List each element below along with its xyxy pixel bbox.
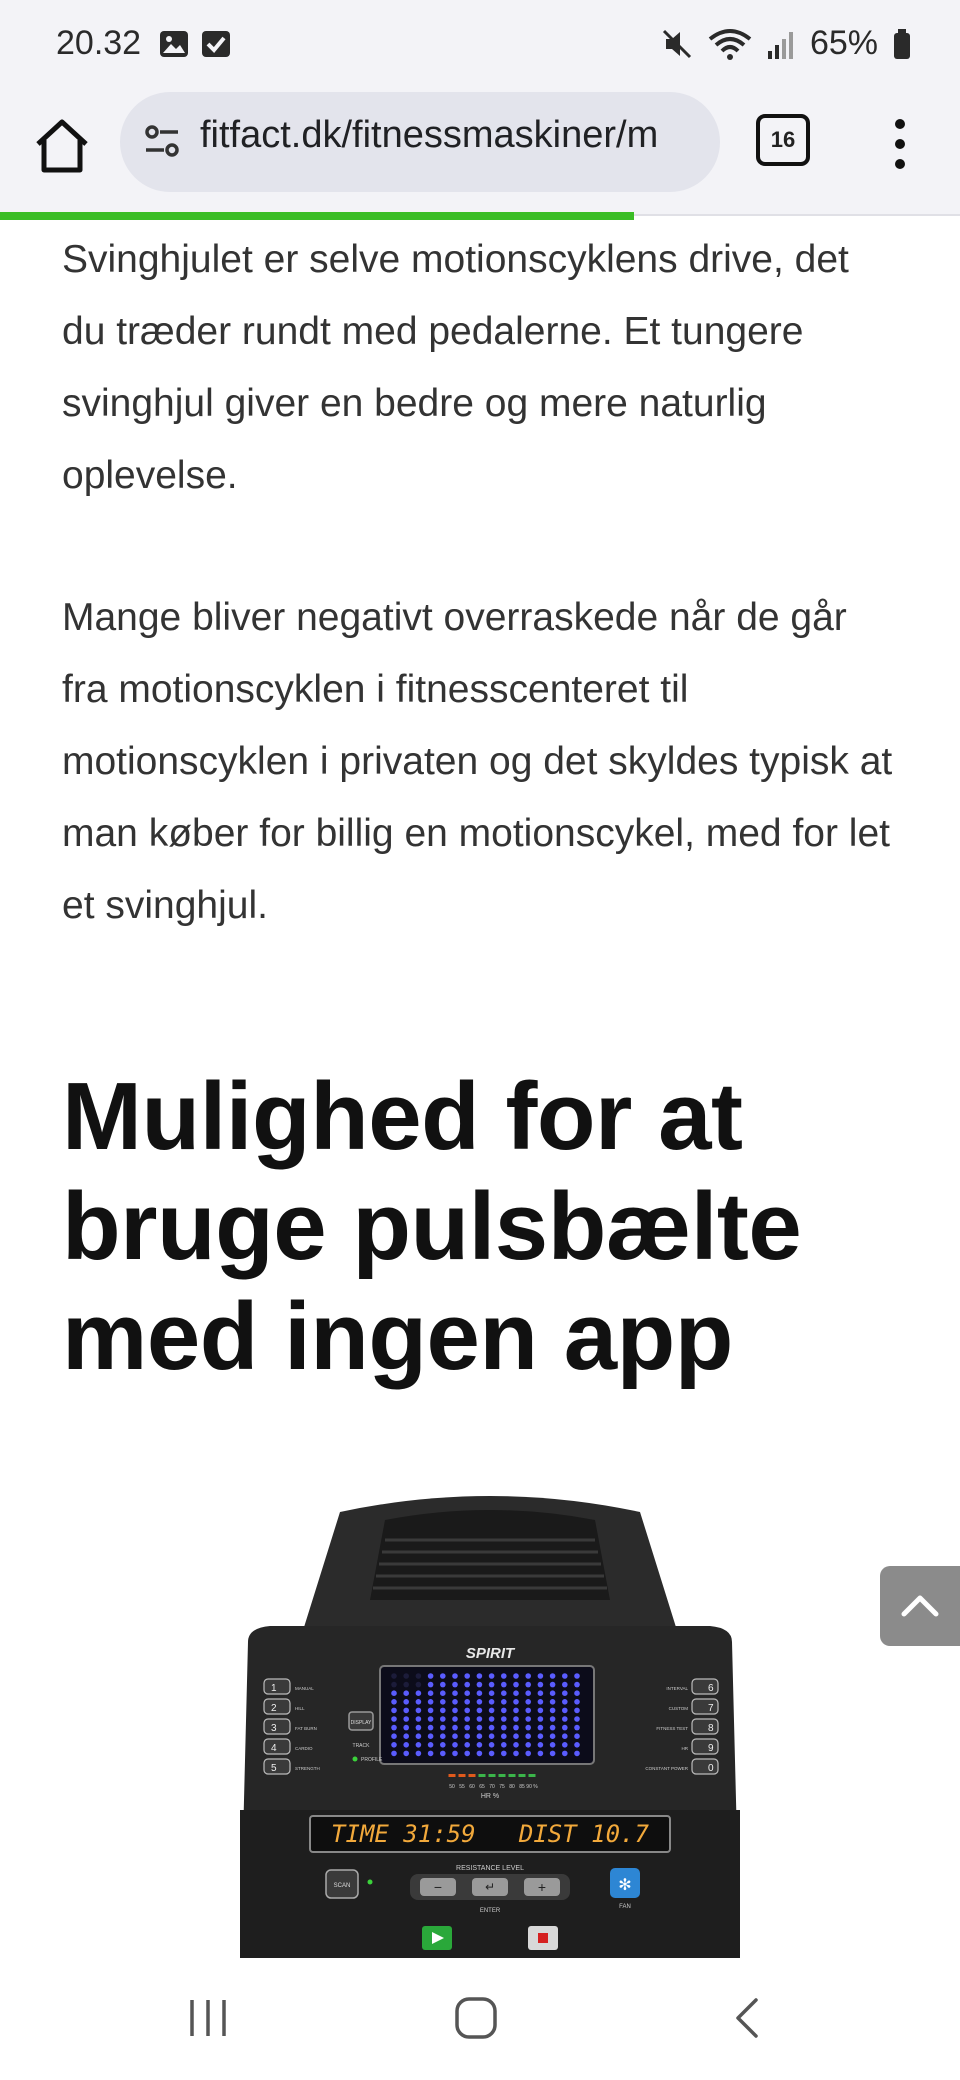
program-label: CUSTOM bbox=[668, 1706, 688, 1711]
matrix-led bbox=[574, 1733, 580, 1739]
article-paragraph: Svinghjulet er selve motionscyklens drive, det du træder rundt med pedalerne. Et tungere svinghjul giver en bedre og mere naturlig oplevelse. bbox=[62, 238, 849, 497]
program-button bbox=[692, 1679, 718, 1694]
matrix-led bbox=[477, 1708, 483, 1714]
chevron-up-icon bbox=[880, 1566, 960, 1646]
article-paragraph: Mange bliver negativt overraskede når de går fra motionscyklen i fitnesscenteret til motionscyklen i privaten og det skyldes typisk at man køber for billig en motionscykel, med for let et svinghjul. bbox=[62, 596, 893, 927]
program-label: FAT BURN bbox=[295, 1726, 317, 1731]
matrix-led bbox=[403, 1733, 409, 1739]
matrix-led bbox=[538, 1690, 544, 1696]
home-icon[interactable] bbox=[30, 114, 94, 178]
matrix-led bbox=[513, 1682, 519, 1688]
program-button bbox=[264, 1759, 290, 1774]
program-button bbox=[692, 1759, 718, 1774]
matrix-led bbox=[428, 1733, 434, 1739]
matrix-led bbox=[464, 1716, 470, 1722]
tune-icon[interactable] bbox=[142, 122, 182, 162]
gallery-icon bbox=[158, 28, 190, 60]
program-button bbox=[264, 1739, 290, 1754]
matrix-led bbox=[538, 1733, 544, 1739]
matrix-led bbox=[477, 1742, 483, 1748]
status-bar bbox=[0, 0, 960, 88]
matrix-led bbox=[550, 1699, 556, 1705]
fan-icon: ✻ bbox=[618, 1877, 632, 1894]
program-label: CONSTANT POWER bbox=[645, 1766, 688, 1771]
matrix-led bbox=[440, 1682, 446, 1688]
matrix-led bbox=[391, 1682, 397, 1688]
plus-icon: + bbox=[537, 1879, 547, 1895]
matrix-led bbox=[391, 1716, 397, 1722]
matrix-led bbox=[391, 1690, 397, 1696]
page-load-progress bbox=[0, 212, 960, 220]
program-label: HR bbox=[681, 1746, 688, 1751]
matrix-led bbox=[391, 1725, 397, 1731]
status-time: 20.32 bbox=[56, 24, 142, 62]
hr-tick-label: 75 bbox=[499, 1784, 505, 1790]
matrix-led bbox=[452, 1673, 458, 1679]
fan-label: FAN bbox=[619, 1904, 631, 1910]
matrix-led bbox=[574, 1690, 580, 1696]
matrix-led bbox=[489, 1716, 495, 1722]
matrix-led bbox=[489, 1733, 495, 1739]
matrix-led bbox=[477, 1716, 483, 1722]
matrix-led bbox=[550, 1725, 556, 1731]
matrix-led bbox=[403, 1716, 409, 1722]
matrix-led bbox=[403, 1673, 409, 1679]
matrix-led bbox=[477, 1751, 483, 1757]
program-number: 9 bbox=[708, 1743, 714, 1754]
matrix-led bbox=[562, 1716, 568, 1722]
matrix-led bbox=[550, 1708, 556, 1714]
matrix-led bbox=[440, 1699, 446, 1705]
hr-tick-label: 70 bbox=[489, 1784, 495, 1790]
matrix-led bbox=[574, 1725, 580, 1731]
console-brand: SPIRIT bbox=[465, 1645, 515, 1662]
matrix-led bbox=[428, 1673, 434, 1679]
matrix-led bbox=[428, 1690, 434, 1696]
matrix-led bbox=[416, 1733, 422, 1739]
matrix-led bbox=[416, 1673, 422, 1679]
matrix-led bbox=[501, 1682, 507, 1688]
matrix-led bbox=[574, 1708, 580, 1714]
matrix-led bbox=[403, 1690, 409, 1696]
matrix-led bbox=[538, 1708, 544, 1714]
program-number: 4 bbox=[271, 1743, 277, 1754]
matrix-led bbox=[550, 1733, 556, 1739]
matrix-led bbox=[440, 1708, 446, 1714]
matrix-led bbox=[416, 1742, 422, 1748]
section-heading: Mulighed for at bruge pulsbælte med ingen app bbox=[62, 1063, 802, 1390]
matrix-led bbox=[440, 1673, 446, 1679]
matrix-led bbox=[538, 1716, 544, 1722]
program-number: 8 bbox=[708, 1723, 714, 1734]
signal-icon bbox=[766, 27, 796, 61]
program-number: 0 bbox=[708, 1763, 714, 1774]
matrix-led bbox=[464, 1751, 470, 1757]
matrix-led bbox=[525, 1699, 531, 1705]
system-nav-bar bbox=[0, 1958, 960, 2080]
profile-led bbox=[353, 1757, 358, 1762]
matrix-led bbox=[489, 1725, 495, 1731]
hr-tick-label: 65 bbox=[479, 1784, 485, 1790]
matrix-led bbox=[562, 1751, 568, 1757]
track-label: TRACK bbox=[352, 1743, 370, 1749]
program-label: INTERVAL bbox=[666, 1686, 688, 1691]
matrix-led bbox=[562, 1699, 568, 1705]
program-label: FITNESS TEST bbox=[656, 1726, 688, 1731]
program-number: 1 bbox=[271, 1683, 277, 1694]
matrix-led bbox=[525, 1682, 531, 1688]
program-number: 3 bbox=[271, 1723, 277, 1734]
matrix-led bbox=[562, 1725, 568, 1731]
hr-led bbox=[459, 1774, 466, 1777]
matrix-led bbox=[440, 1690, 446, 1696]
matrix-led bbox=[513, 1716, 519, 1722]
matrix-led bbox=[525, 1690, 531, 1696]
matrix-led bbox=[489, 1751, 495, 1757]
matrix-led bbox=[525, 1725, 531, 1731]
matrix-led bbox=[391, 1699, 397, 1705]
hr-tick-label: 50 bbox=[449, 1784, 455, 1790]
matrix-led bbox=[464, 1725, 470, 1731]
matrix-led bbox=[452, 1733, 458, 1739]
matrix-led bbox=[525, 1733, 531, 1739]
hr-led bbox=[509, 1774, 516, 1777]
matrix-led bbox=[440, 1725, 446, 1731]
hr-tick-label: 60 bbox=[469, 1784, 475, 1790]
matrix-led bbox=[538, 1751, 544, 1757]
program-number: 2 bbox=[271, 1703, 277, 1714]
matrix-led bbox=[477, 1733, 483, 1739]
matrix-led bbox=[562, 1708, 568, 1714]
matrix-led bbox=[562, 1733, 568, 1739]
matrix-led bbox=[513, 1673, 519, 1679]
matrix-led bbox=[574, 1673, 580, 1679]
matrix-led bbox=[477, 1699, 483, 1705]
matrix-led bbox=[428, 1742, 434, 1748]
hr-led bbox=[529, 1774, 536, 1777]
matrix-led bbox=[477, 1682, 483, 1688]
matrix-led bbox=[416, 1708, 422, 1714]
matrix-led bbox=[538, 1699, 544, 1705]
matrix-led bbox=[452, 1725, 458, 1731]
program-button bbox=[692, 1699, 718, 1714]
program-label: STRENGTH bbox=[295, 1766, 320, 1771]
program-button bbox=[692, 1739, 718, 1754]
matrix-led bbox=[428, 1708, 434, 1714]
matrix-led bbox=[574, 1682, 580, 1688]
matrix-led bbox=[416, 1699, 422, 1705]
matrix-led bbox=[477, 1690, 483, 1696]
matrix-led bbox=[416, 1751, 422, 1757]
matrix-led bbox=[550, 1682, 556, 1688]
matrix-led bbox=[452, 1716, 458, 1722]
matrix-led bbox=[464, 1708, 470, 1714]
hr-led bbox=[479, 1774, 486, 1777]
matrix-led bbox=[452, 1751, 458, 1757]
matrix-led bbox=[513, 1751, 519, 1757]
product-image bbox=[140, 1450, 840, 1958]
matrix-led bbox=[464, 1673, 470, 1679]
matrix-led bbox=[464, 1742, 470, 1748]
page-load-progress-fill bbox=[0, 212, 634, 220]
hr-tick-label: 55 bbox=[459, 1784, 465, 1790]
matrix-led bbox=[440, 1716, 446, 1722]
matrix-led bbox=[538, 1673, 544, 1679]
hr-tick-label: 90 % bbox=[526, 1784, 538, 1790]
matrix-led bbox=[550, 1690, 556, 1696]
matrix-led bbox=[574, 1742, 580, 1748]
back-to-top-button[interactable] bbox=[880, 1566, 960, 1646]
matrix-led bbox=[513, 1708, 519, 1714]
matrix-led bbox=[501, 1699, 507, 1705]
enter-icon: ↵ bbox=[484, 1880, 496, 1894]
matrix-led bbox=[501, 1708, 507, 1714]
matrix-led bbox=[452, 1699, 458, 1705]
matrix-led bbox=[574, 1751, 580, 1757]
matrix-led bbox=[403, 1751, 409, 1757]
matrix-led bbox=[550, 1716, 556, 1722]
scan-led bbox=[368, 1880, 373, 1885]
program-button bbox=[264, 1699, 290, 1714]
matrix-led bbox=[489, 1708, 495, 1714]
hr-led bbox=[469, 1774, 476, 1777]
matrix-led bbox=[416, 1716, 422, 1722]
matrix-led bbox=[403, 1725, 409, 1731]
matrix-led bbox=[550, 1751, 556, 1757]
matrix-led bbox=[428, 1751, 434, 1757]
matrix-led bbox=[477, 1725, 483, 1731]
address-bar[interactable] bbox=[120, 92, 720, 192]
display-button-label: DISPLAY bbox=[350, 1720, 372, 1726]
matrix-led bbox=[428, 1725, 434, 1731]
matrix-led bbox=[403, 1699, 409, 1705]
stop-icon bbox=[538, 1933, 548, 1943]
program-button bbox=[692, 1719, 718, 1734]
matrix-led bbox=[513, 1699, 519, 1705]
matrix-led bbox=[489, 1699, 495, 1705]
program-number: 7 bbox=[708, 1703, 714, 1714]
program-button bbox=[264, 1719, 290, 1734]
matrix-led bbox=[562, 1673, 568, 1679]
program-button bbox=[264, 1679, 290, 1694]
battery-icon bbox=[892, 28, 912, 60]
matrix-led bbox=[513, 1742, 519, 1748]
matrix-led bbox=[428, 1682, 434, 1688]
program-label: HILL bbox=[295, 1706, 305, 1711]
home-square-icon[interactable] bbox=[452, 1994, 500, 2042]
matrix-led bbox=[452, 1682, 458, 1688]
minus-icon: − bbox=[433, 1879, 443, 1895]
matrix-led bbox=[391, 1673, 397, 1679]
matrix-led bbox=[574, 1699, 580, 1705]
browser-toolbar bbox=[0, 88, 960, 216]
matrix-led bbox=[550, 1742, 556, 1748]
matrix-led bbox=[562, 1682, 568, 1688]
matrix-led bbox=[391, 1708, 397, 1714]
matrix-led bbox=[428, 1716, 434, 1722]
matrix-led bbox=[489, 1742, 495, 1748]
matrix-led bbox=[513, 1690, 519, 1696]
hr-led bbox=[449, 1774, 456, 1777]
hr-led bbox=[519, 1774, 526, 1777]
program-label: MANUAL bbox=[295, 1686, 314, 1691]
matrix-led bbox=[403, 1742, 409, 1748]
matrix-led bbox=[440, 1742, 446, 1748]
matrix-led bbox=[501, 1733, 507, 1739]
matrix-led bbox=[403, 1708, 409, 1714]
hr-label: HR % bbox=[480, 1793, 500, 1800]
matrix-led bbox=[452, 1690, 458, 1696]
matrix-led bbox=[416, 1690, 422, 1696]
matrix-led bbox=[391, 1742, 397, 1748]
matrix-led bbox=[428, 1699, 434, 1705]
checkbox-notification-icon bbox=[200, 28, 232, 60]
matrix-led bbox=[513, 1733, 519, 1739]
matrix-led bbox=[501, 1716, 507, 1722]
matrix-led bbox=[562, 1742, 568, 1748]
matrix-led bbox=[464, 1733, 470, 1739]
matrix-led bbox=[501, 1725, 507, 1731]
matrix-led bbox=[538, 1682, 544, 1688]
matrix-led bbox=[452, 1742, 458, 1748]
scan-label: SCAN bbox=[333, 1883, 351, 1889]
hr-tick-label: 85 bbox=[519, 1784, 525, 1790]
program-label: CARDIO bbox=[295, 1746, 313, 1751]
matrix-led bbox=[489, 1673, 495, 1679]
lcd-readout: TIME 31:59 DIST 10.7 bbox=[331, 1820, 649, 1848]
bike-console-illustration bbox=[140, 1450, 840, 1958]
matrix-led bbox=[538, 1725, 544, 1731]
program-number: 6 bbox=[708, 1683, 714, 1694]
recents-icon[interactable] bbox=[186, 1996, 230, 2040]
matrix-led bbox=[538, 1742, 544, 1748]
matrix-led bbox=[501, 1673, 507, 1679]
matrix-led bbox=[574, 1716, 580, 1722]
matrix-led bbox=[416, 1682, 422, 1688]
matrix-led bbox=[550, 1673, 556, 1679]
matrix-led bbox=[477, 1673, 483, 1679]
program-number: 5 bbox=[271, 1763, 277, 1774]
matrix-led bbox=[440, 1751, 446, 1757]
matrix-led bbox=[501, 1742, 507, 1748]
matrix-led bbox=[452, 1708, 458, 1714]
mute-icon bbox=[660, 27, 694, 61]
battery-percent: 65% bbox=[809, 24, 878, 62]
url-text[interactable]: fitfact.dk/fitnessmaskiner/m bbox=[200, 114, 659, 156]
enter-label: ENTER bbox=[479, 1908, 501, 1914]
matrix-led bbox=[525, 1716, 531, 1722]
matrix-led bbox=[464, 1690, 470, 1696]
matrix-led bbox=[525, 1673, 531, 1679]
matrix-led bbox=[391, 1733, 397, 1739]
matrix-led bbox=[501, 1751, 507, 1757]
matrix-led bbox=[562, 1690, 568, 1696]
hr-led bbox=[499, 1774, 506, 1777]
matrix-led bbox=[501, 1690, 507, 1696]
wifi-icon bbox=[708, 27, 752, 61]
status-right bbox=[660, 24, 912, 63]
matrix-led bbox=[525, 1742, 531, 1748]
matrix-led bbox=[403, 1682, 409, 1688]
resistance-label: RESISTANCE LEVEL bbox=[456, 1865, 524, 1872]
matrix-led bbox=[464, 1682, 470, 1688]
tab-switcher-button[interactable]: 16 bbox=[756, 114, 810, 166]
matrix-led bbox=[525, 1751, 531, 1757]
more-vertical-icon[interactable] bbox=[880, 114, 920, 174]
matrix-led bbox=[391, 1751, 397, 1757]
hr-tick-label: 80 bbox=[509, 1784, 515, 1790]
matrix-led bbox=[525, 1708, 531, 1714]
matrix-led bbox=[489, 1690, 495, 1696]
matrix-led bbox=[513, 1725, 519, 1731]
back-icon[interactable] bbox=[728, 1994, 768, 2042]
matrix-led bbox=[489, 1682, 495, 1688]
hr-led bbox=[489, 1774, 496, 1777]
matrix-led bbox=[464, 1699, 470, 1705]
matrix-led bbox=[416, 1725, 422, 1731]
matrix-led bbox=[440, 1733, 446, 1739]
profile-label: PROFILE bbox=[361, 1757, 383, 1763]
